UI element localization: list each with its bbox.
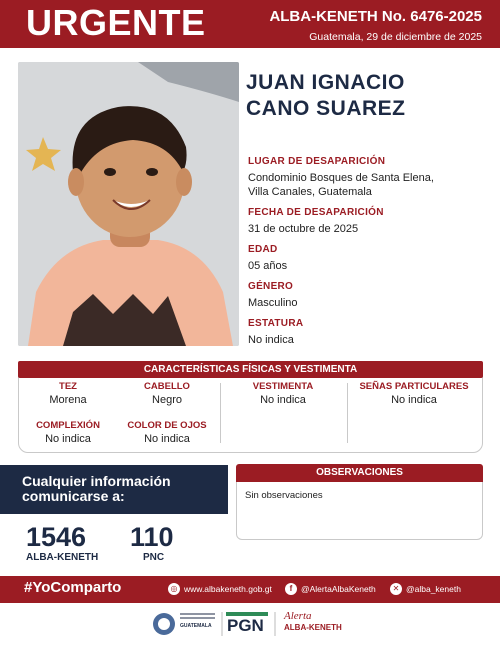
complexion-value: No indica (45, 433, 91, 445)
tez-label: TEZ (59, 381, 77, 392)
vestimenta-value: No indica (260, 394, 306, 406)
tez-value: Morena (49, 394, 87, 406)
age-label: EDAD (248, 244, 278, 255)
child-photo (18, 62, 239, 346)
observations-text: Sin observaciones (245, 490, 323, 501)
alert-date: Guatemala, 29 de diciembre de 2025 (309, 31, 482, 43)
place-label: LUGAR DE DESAPARICIÓN (248, 156, 386, 167)
eye-color-label: COLOR DE OJOS (127, 420, 207, 431)
facebook-link[interactable] (285, 583, 376, 595)
height-value: No indica (248, 334, 294, 346)
senas-cell (349, 381, 479, 406)
divider (220, 383, 221, 443)
cabello-label: CABELLO (144, 381, 190, 392)
footer-bar (0, 576, 500, 603)
senas-value: No indica (391, 394, 437, 406)
alba-keneth-number[interactable]: 1546 (26, 522, 87, 552)
characteristics-title: CARACTERÍSTICAS FÍSICAS Y VESTIMENTA (18, 361, 483, 378)
globe-icon: ◎ (168, 583, 180, 595)
urgent-title: URGENTE (26, 2, 206, 43)
pgn-logo: PGN (227, 616, 264, 635)
logos-row (0, 606, 500, 644)
senas-label: SEÑAS PARTICULARES (359, 381, 469, 392)
place-line-1: Condominio Bosques de Santa Elena, (248, 172, 434, 184)
complexion-label: COMPLEXIÓN (36, 420, 100, 431)
height-label: ESTATURA (248, 318, 304, 329)
gov-text: GUATEMALA (180, 623, 212, 629)
gender-value: Masculino (248, 297, 298, 309)
date-label: FECHA DE DESAPARICIÓN (248, 207, 384, 218)
vestimenta-cell (222, 381, 344, 406)
facebook-text: @AlertaAlbaKeneth (301, 584, 376, 594)
observations-title: OBSERVACIONES (236, 464, 483, 482)
x-link[interactable] (390, 583, 461, 595)
pnc-number[interactable]: 110 (130, 522, 174, 552)
header-bar (0, 0, 500, 48)
website-text: www.albakeneth.gob.gt (184, 584, 272, 594)
complexion-cell (22, 420, 114, 445)
gender-label: GÉNERO (248, 281, 294, 292)
alert-number: ALBA-KENETH No. 6476-2025 (269, 8, 482, 25)
website-link[interactable] (168, 583, 272, 595)
name-line-2: CANO SUAREZ (246, 97, 406, 120)
contact-line-1: Cualquier información (22, 473, 171, 489)
hashtag: #YoComparto (24, 579, 122, 596)
eye-color-cell (116, 420, 218, 445)
facebook-icon: f (285, 583, 297, 595)
x-icon: ✕ (390, 583, 402, 595)
name-line-1: JUAN IGNACIO (246, 71, 405, 94)
missing-person-name (246, 70, 486, 122)
place-line-2: Villa Canales, Guatemala (248, 186, 372, 198)
alba-keneth-label: ALBA-KENETH (26, 552, 99, 563)
divider (347, 383, 348, 443)
alerta-logo-line-2: ALBA-KENETH (284, 623, 342, 632)
date-value: 31 de octubre de 2025 (248, 223, 359, 235)
contact-line-2: comunicarse a: (22, 488, 125, 504)
x-text: @alba_keneth (406, 584, 461, 594)
guatemala-seal-icon (153, 613, 175, 635)
contact-banner (0, 465, 228, 514)
cabello-cell (116, 381, 218, 406)
age-value: 05 años (248, 260, 288, 272)
tez-cell (22, 381, 114, 406)
details-panel (248, 156, 488, 347)
pnc-label: PNC (143, 552, 165, 563)
alerta-logo-line-1: Alerta (284, 610, 312, 622)
vestimenta-label: VESTIMENTA (252, 381, 314, 392)
cabello-value: Negro (152, 394, 182, 406)
eye-color-value: No indica (144, 433, 190, 445)
